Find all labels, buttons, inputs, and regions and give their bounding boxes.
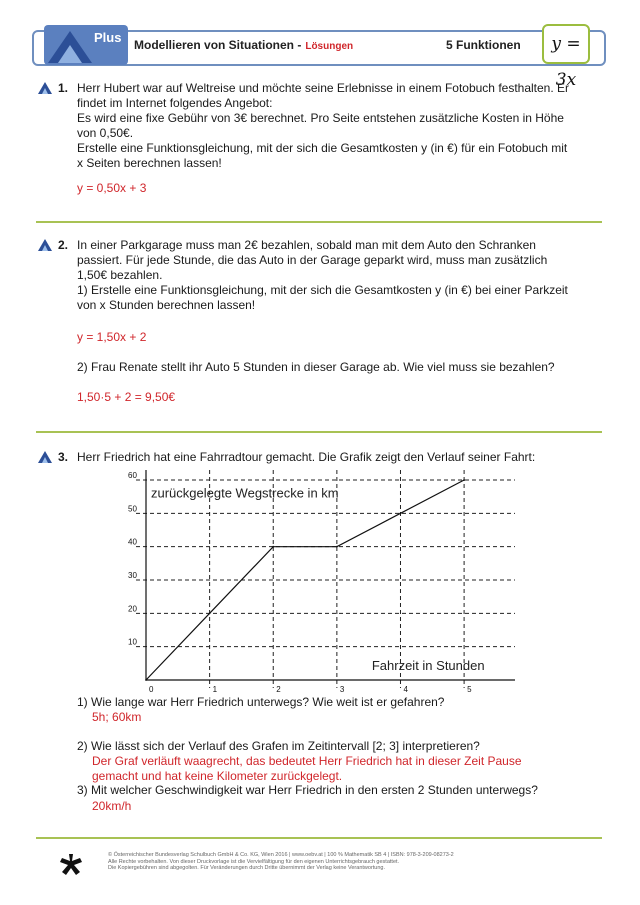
data-point [272,546,274,548]
task1-line: von 0,50€. [77,126,134,140]
data-point [145,679,147,681]
formula-badge: y = 3x [542,24,590,64]
divider [36,221,602,223]
task2-line: 1,50€ bezahlen. [77,268,163,282]
footer-copyright [108,852,568,872]
divider [36,431,602,433]
logo-text: Plus [94,30,122,45]
data-point [336,546,338,548]
y-tick-label: 60 [128,471,137,480]
task2-text [77,238,617,313]
task1-line: Herr Hubert war auf Weltreise und möchte seine Erlebnisse in einem Fotobuch festhalten. Er [77,81,570,95]
task3-answer2-line: gemacht und hat keine Kilometer zurückgelegt. [92,768,343,783]
task3-answer3: 20km/h [92,799,132,813]
data-point [400,512,402,514]
task3-question2: 2) Wie lässt sich der Verlauf des Grafen im Zeitintervall [2; 3] interpretieren? [77,739,480,753]
task3-answer2 [92,754,522,783]
data-point [463,479,465,481]
x-axis-label: Fahrzeit in Stunden [371,658,485,673]
task3-number: 3. [58,450,69,464]
task2-line: 1) Erstelle eine Funktionsgleichung, mit der sich die Gesamtkosten y (in €) bei einer Parkzeit [77,283,568,297]
task2-answer1: y = 1,50x + 2 [77,330,147,344]
footer-line: Alle Rechte vorbehalten. Von dieser Druckvorlage ist die Vervielfältigung für den eigenen Unterrichtsgebrauch gestattet. [108,858,400,865]
task2-answer2: 1,50·5 + 2 = 9,50€ [77,390,176,404]
task3-question1: 1) Wie lange war Herr Friedrich unterwegs? Wie weit ist er gefahren? [77,695,445,709]
task1-line: x Seiten berechnen lassen! [77,156,222,170]
y-tick-label: 40 [128,537,137,547]
warning-triangle-icon [38,82,52,94]
distance-time-chart [118,468,518,700]
task1-line: Es wird eine fixe Gebühr von 3€ berechnet. Pro Seite entstehen zusätzliche Kosten in Höhe [77,111,564,125]
task1-text [77,81,617,171]
chapter-label: 5 Funktionen [446,38,521,52]
header-title-text: Modellieren von Situationen - [134,38,302,52]
x-tick-label: 2 [276,685,281,694]
divider [36,837,602,839]
task3-intro: Herr Friedrich hat eine Fahrradtour gemacht. Die Grafik zeigt den Verlauf seiner Fahrt: [77,450,536,464]
task3-answer2-line: Der Graf verläuft waagrecht, das bedeutet Herr Friedrich hat in dieser Zeit Pause [92,754,522,768]
task2-line: passiert. Für jede Stunde, die das Auto in der Garage geparkt wird, muss man zusätzlich [77,253,548,267]
footer-line: © Österreichischer Bundesverlag Schulbuch GmbH & Co. KG, Wien 2016 | www.oebv.at | 100 % Mathematik SB 4 | ISBN: 978-3-209-08273-2 [108,852,454,858]
task3-answer1: 5h; 60km [92,710,142,724]
task2-number: 2. [58,238,69,252]
y-tick-label: 50 [128,504,137,514]
warning-triangle-icon [38,451,52,463]
x-tick-label: 1 [212,685,218,694]
y-tick-label: 30 [128,571,137,580]
x-tick-label: 4 [403,685,408,694]
task2-line: von x Stunden berechnen lassen! [77,298,256,312]
header-title [134,38,353,52]
footer-line: Die Kopiergebühren sind abgegolten. Für Veränderungen durch Dritte übernimmt der Verlag keine Verantwortung. [108,865,386,872]
y-tick-label: 10 [128,637,137,647]
task2-question2: 2) Frau Renate stellt ihr Auto 5 Stunden in dieser Garage ab. Wie viel muss sie bezahlen? [77,360,555,374]
task2-line: In einer Parkgarage muss man 2€ bezahlen, sobald man mit dem Auto den Schranken [77,238,536,252]
task3-question3: 3) Mit welcher Geschwindigkeit war Herr Friedrich in den ersten 2 Stunden unterwegs? [77,783,538,797]
task1-line: findet im Internet folgendes Angebot: [77,96,273,110]
y-tick-label: 20 [128,604,137,614]
data-point [209,612,211,614]
task1-answer: y = 0,50x + 3 [77,181,147,195]
x-tick-label: 5 [467,685,472,694]
task1-number: 1. [58,81,69,95]
warning-triangle-icon [38,239,52,251]
solutions-label: Lösungen [305,41,354,52]
plus-logo [44,25,128,65]
x-tick-label: 0 [149,685,154,694]
task1-line: Erstelle eine Funktionsgleichung, mit der sich die Gesamtkosten y (in €) für ein Fotobuch mit [77,141,568,155]
publisher-logo-icon [60,854,82,876]
x-tick-label: 3 [339,685,345,694]
chart-title: zurückgelegte Wegstrecke in km [151,485,339,501]
